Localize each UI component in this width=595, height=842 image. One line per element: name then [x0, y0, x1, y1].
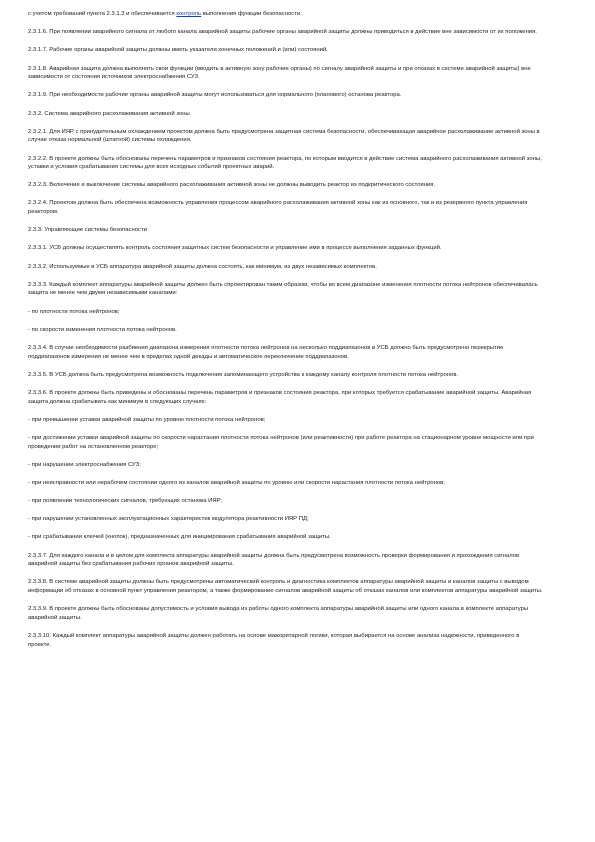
- paragraph: 2.3.2.4. Проектом должна быть обеспечена возможность управления процессом аварийного расхолаживания активной зоны как из основного, так и из резервного пункта управления реактором.: [28, 200, 528, 216]
- list-item: - при превышении уставки аварийной защиты по уровню плотности потока нейтронов;: [28, 416, 266, 423]
- paragraph: 2.3.3.2. Используемые в УСБ аппаратура аварийной защиты должна состоять, как минимум, из двух независимых комплектов.: [28, 263, 377, 270]
- list-item: - при нарушении установленных эксплуатационных характеристик модулятора реактивности ИЯР ПД;: [28, 516, 309, 523]
- list-item: - при неисправности или нерабочем состоянии одного из каналов аварийной защиты по уровню или скорости нарастания плотности потока нейтронов;: [28, 479, 445, 486]
- paragraph-continuation: [28, 10, 543, 19]
- paragraph: 2.3.3.10. Каждый комплект аппаратуры аварийной защиты должен работать на основе мажоритарной логики, которая выбирается на основе анализа надежности, приведенного в проекте.: [28, 632, 520, 648]
- paragraph: 2.3.1.7. Рабочие органы аварийной защиты должны иметь указатели конечных положений и (или) состояний.: [28, 47, 328, 54]
- paragraph: 2.3.1.8. Аварийная защита должна выполнять свои функции (вводить в активную зону рабочие органы) по сигналу аварийной защиты и при отказах в системе аварийной защиты) вне зависимости от состояния источников электроснабжения СУЗ.: [28, 65, 531, 81]
- paragraph: 2.3.3.5. В УСБ должна быть предусмотрена возможность подключения запоминающего устройства к каждому каналу контроля плотности потока нейтронов.: [28, 371, 459, 378]
- list-item: - по плотности потока нейтронов;: [28, 308, 120, 315]
- paragraph: 2.3.3.4. В случае необходимости разбиения диапазона измерения плотности потока нейтронов на несколько поддиапазонов в УСБ должно быть предусмотрено перекрытие поддиапазонов измерения не менее чем в пределах одной декады и автоматическое переключение поддиапазонов.: [28, 344, 504, 360]
- paragraph: 2.3.2.2. В проекте должны быть обоснованы перечень параметров и признаков состояния реактора, по которым вводится в действие система аварийного расхолаживания активной зоны, уставки и условия срабатывания системы для всех исходных событий проектных аварий.: [28, 155, 542, 171]
- paragraph: 2.3.2.3. Включение и выключение системы аварийного расхолаживания активной зоны не должны выводить реактор из подкритического состояния.: [28, 182, 436, 189]
- list-item: - при нарушении электроснабжения СУЗ;: [28, 461, 141, 468]
- list-item: - при появлении технологических сигналов, требующих останова ИЯР;: [28, 498, 223, 505]
- section-heading: 2.3.2. Система аварийного расхолаживания активной зоны: [28, 110, 190, 117]
- paragraph: 2.3.2.1. Для ИЯР с принудительным охлаждением проектом должна быть предусмотрена защитная система безопасности, обеспечивающая аварийное расхолаживание активной зоны в случае отказа нормальной (штатной) системы охлаждения.: [28, 128, 540, 144]
- list-item: - при достижении уставки аварийной защиты по скорости нарастания плотности потока нейтронов (или реактивности) при работе реактора на стационарном уровне мощности или при проведении работ на остановленном реакторе;: [28, 434, 534, 450]
- paragraph: 2.3.1.6. При появлении аварийного сигнала от любого канала аварийной защиты рабочие органы аварийной защиты должны приводиться в действие вне зависимости от их положения.: [28, 29, 537, 36]
- paragraph: 2.3.3.7. Для каждого канала и в целом для комплекта аппаратуры аварийной защиты должна быть предусмотрена возможность проверки формирования и прохождения сигналов аварийной защиты без срабатывания рабочих органов аварийной защиты.: [28, 552, 520, 568]
- paragraph-text-before-link: с учетом требований пункта 2.3.1.3 и обеспечивается: [28, 11, 177, 17]
- paragraph: 2.3.3.6. В проекте должны быть приведены и обоснованы перечень параметров и признаков состояния реактора, при которых требуется срабатывание аварийной защиты. Аварийная защита должна срабатывать как минимум в следующих случаях:: [28, 389, 532, 405]
- section-heading: 2.3.3. Управляющие системы безопасности: [28, 227, 147, 234]
- paragraph: 2.3.3.3. Каждый комплект аппаратуры аварийной защиты должен быть спроектирован таким образом, чтобы во всем диапазоне изменения плотности потока нейтронов обеспечивалась защита не менее чем двумя независимыми каналами:: [28, 281, 538, 297]
- list-item: - при срабатывании ключей (кнопок), предназначенных для инициирования срабатывания аварийной защиты.: [28, 534, 331, 541]
- paragraph: 2.3.1.9. При необходимости рабочие органы аварийной защиты могут использоваться для нормального (планового) останова реактора.: [28, 92, 402, 99]
- control-link[interactable]: контроль: [176, 11, 202, 17]
- paragraph-text-after-link: выполнения функции безопасности.: [201, 11, 302, 17]
- paragraph: 2.3.3.9. В проекте должны быть обоснованы допустимость и условия вывода из работы одного комплекта аппаратуры аварийной защиты или одного канала в комплекте аппаратуры аварийной защиты.: [28, 606, 529, 621]
- paragraph: 2.3.3.8. В системе аварийной защиты должны быть предусмотрены автоматический контроль и диагностика комплектов аппаратуры аварийной защиты и каналов защиты с выводом информации об отказах в основной пункт управления реактором, а также формирование сигналов аварийной защиты об отказах каналов или комплектов аппаратуры аварийной защиты.: [28, 579, 543, 594]
- list-item: - по скорости изменения плотности потока нейтронов.: [28, 326, 177, 333]
- paragraph: 2.3.3.1. УСБ должны осуществлять контроль состояния защитных систем безопасности и управление ими в процессе выполнения заданных функций.: [28, 245, 442, 252]
